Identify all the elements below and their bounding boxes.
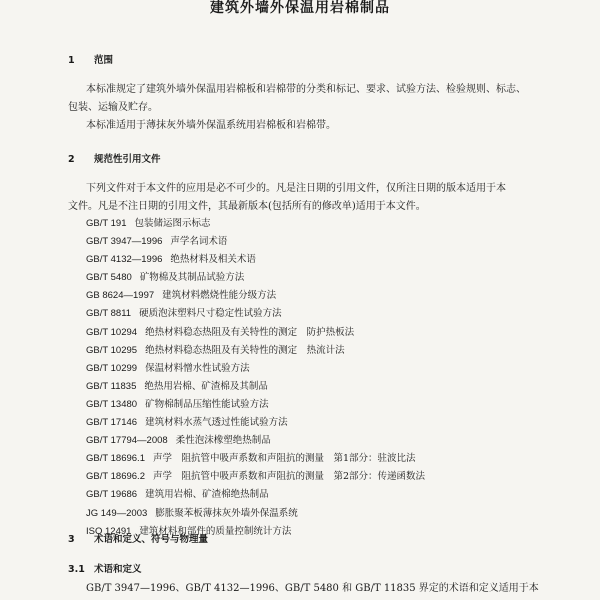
reference-code: GB/T 4132—1996 <box>86 254 163 266</box>
reference-item <box>86 468 425 486</box>
reference-title: 柔性泡沫橡塑绝热制品 <box>175 435 271 447</box>
reference-item <box>86 432 425 450</box>
reference-title: 矿物棉及其制品试验方法 <box>139 272 245 284</box>
reference-item <box>86 215 425 233</box>
section-2-intro-line-2: 文件。凡是不注日期的引用文件，其最新版本(包括所有的修改单)适用于本文件。 <box>68 201 426 212</box>
section-1-para-1-line-2: 包装、运输及贮存。 <box>68 102 158 113</box>
reference-code: GB/T 10299 <box>86 362 138 374</box>
reference-list <box>86 215 425 541</box>
section-3-heading <box>68 531 208 545</box>
section-3-number: 3 <box>68 534 75 545</box>
reference-code: GB/T 5480 <box>86 272 132 284</box>
reference-title: 绝热用岩棉、矿渣棉及其制品 <box>144 380 268 392</box>
reference-item <box>86 305 425 323</box>
reference-code: JG 149—2003 <box>86 507 148 519</box>
reference-item <box>86 486 425 504</box>
reference-code: GB/T 191 <box>86 218 127 229</box>
section-2-title: 规范性引用文件 <box>94 154 161 165</box>
section-3-1-title: 术语和定义 <box>94 564 142 575</box>
reference-code: GB/T 10294 <box>86 326 138 338</box>
reference-title: 建筑材料和部件的质量控制统计方法 <box>139 525 292 537</box>
section-2-heading <box>68 151 161 165</box>
reference-code: GB/T 11835 <box>86 380 137 392</box>
reference-title: 保温材料憎水性试验方法 <box>145 362 250 374</box>
reference-title: 硬质泡沫塑料尺寸稳定性试验方法 <box>139 308 282 320</box>
section-3-1-text: GB/T 3947—1996、GB/T 4132—1996、GB/T 5480 和 GB/T 11835 界定的术语和定义适用于本 <box>86 583 539 594</box>
document-title: 建筑外墙外保温用岩棉制品 <box>210 0 390 16</box>
reference-code: GB 8624—1997 <box>86 290 155 302</box>
reference-title: 绝热材料稳态热阻及有关特性的测定 防护热板法 <box>145 326 355 338</box>
reference-item <box>86 505 425 523</box>
reference-item <box>86 342 425 360</box>
reference-code: ISO 12491 <box>86 525 132 537</box>
reference-title: 声学名词术语 <box>170 236 228 248</box>
section-1-number: 1 <box>68 55 75 66</box>
reference-item <box>86 251 425 269</box>
reference-title: 声学 阻抗管中吸声系数和声阻抗的测量 第1部分：驻波比法 <box>152 453 416 465</box>
section-1-title: 范围 <box>94 55 114 66</box>
reference-item <box>86 414 425 432</box>
reference-title: 建筑用岩棉、矿渣棉绝热制品 <box>145 489 269 501</box>
reference-title: 声学 阻抗管中吸声系数和声阻抗的测量 第2部分：传递函数法 <box>152 471 426 483</box>
reference-code: GB/T 18696.2 <box>86 471 145 483</box>
section-3-1-number: 3.1 <box>68 564 85 575</box>
section-3-1-heading <box>68 561 142 575</box>
section-1-para-1-line-1: 本标准规定了建筑外墙外保温用岩棉板和岩棉带的分类和标记、要求、试验方法、检验规则、标志、 <box>86 84 526 95</box>
reference-code: GB/T 18696.1 <box>86 453 145 465</box>
reference-item <box>86 287 425 305</box>
section-2-number: 2 <box>68 154 75 165</box>
section-1-heading <box>68 52 113 66</box>
reference-code: GB/T 17794—2008 <box>86 435 168 447</box>
reference-title: 绝热材料及相关术语 <box>170 254 256 266</box>
reference-title: 膨胀聚苯板薄抹灰外墙外保温系统 <box>155 507 298 519</box>
reference-code: GB/T 17146 <box>86 417 138 429</box>
reference-title: 包装储运图示标志 <box>134 218 211 229</box>
reference-item <box>86 233 425 251</box>
reference-item <box>86 324 425 342</box>
reference-title: 绝热材料稳态热阻及有关特性的测定 热流计法 <box>145 344 345 356</box>
reference-code: GB/T 19686 <box>86 489 138 501</box>
reference-title: 建筑材料燃烧性能分级方法 <box>162 290 277 302</box>
reference-code: GB/T 13480 <box>86 398 138 410</box>
reference-item <box>86 396 425 414</box>
section-3-title: 术语和定义、符号与物理量 <box>94 534 209 545</box>
reference-item <box>86 360 425 378</box>
reference-item <box>86 269 425 287</box>
reference-code: GB/T 10295 <box>86 344 138 356</box>
section-1-para-2: 本标准适用于薄抹灰外墙外保温系统用岩棉板和岩棉带。 <box>86 120 336 131</box>
reference-code: GB/T 8811 <box>86 308 132 320</box>
section-2-intro-line-1: 下列文件对于本文件的应用是必不可少的。凡是注日期的引用文件，仅所注日期的版本适用于本 <box>86 183 506 194</box>
reference-item <box>86 378 425 396</box>
reference-code: GB/T 3947—1996 <box>86 236 163 248</box>
reference-title: 建筑材料水蒸气透过性能试验方法 <box>145 417 288 429</box>
reference-item <box>86 450 425 468</box>
reference-title: 矿物棉制品压缩性能试验方法 <box>145 398 269 410</box>
